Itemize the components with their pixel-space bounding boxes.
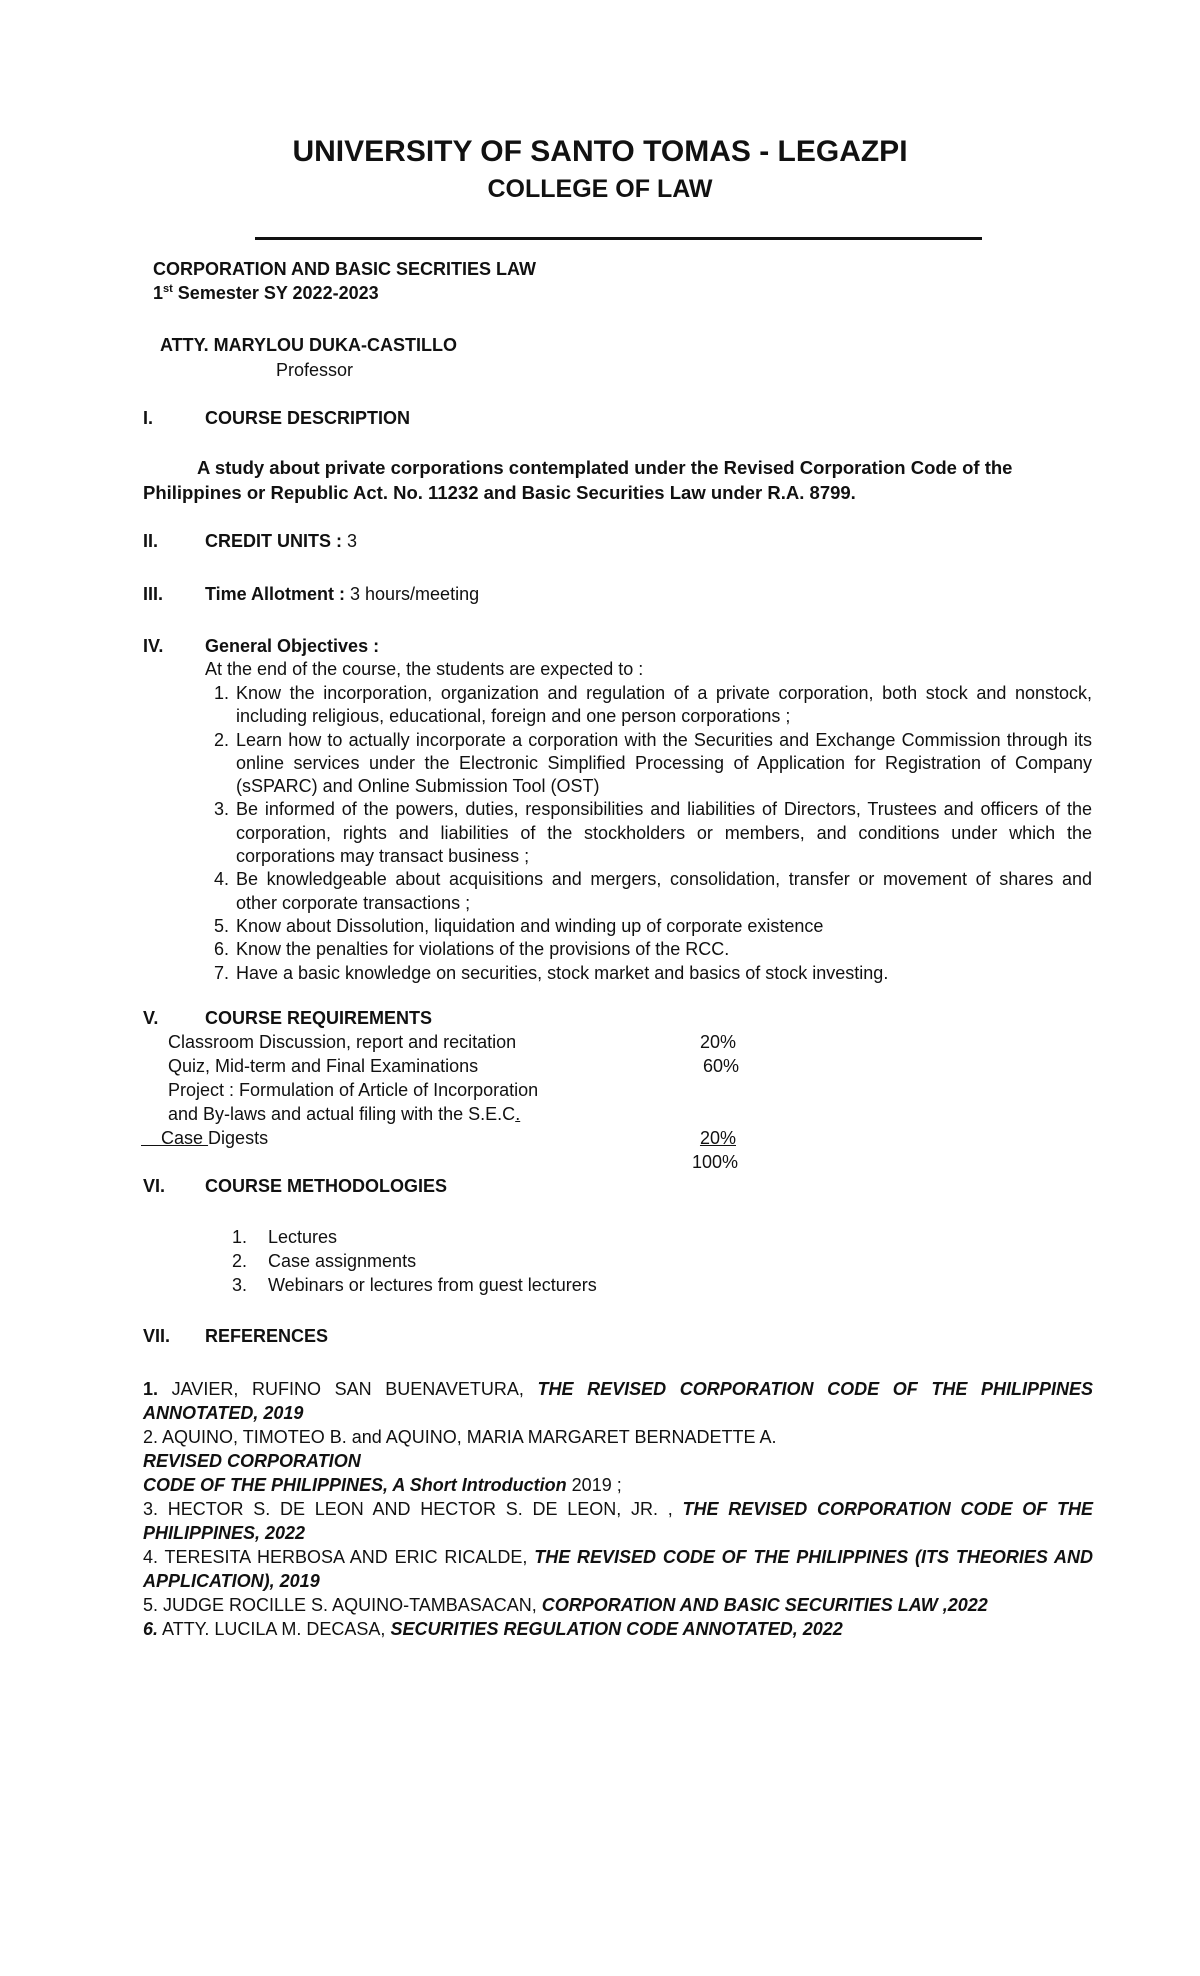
list-item: 4. Be knowledgeable about acquisitions and mergers, consolidation, transfer or movement of shares and other corporate transactions ; bbox=[214, 869, 1092, 913]
reference-item: 2. AQUINO, TIMOTEO B. and AQUINO, MARIA MARGARET BERNADETTE A. REVISED CORPORATION CODE OF THE PHILIPPINES, A Short Introduction 2019 ; bbox=[143, 1427, 777, 1495]
requirement-label: and By-laws and actual filing with the S.E.C. bbox=[168, 1104, 521, 1124]
requirements-total: 100% bbox=[691, 1152, 738, 1172]
reference-item: 1. JAVIER, RUFINO SAN BUENAVETURA, THE REVISED CORPORATION CODE OF THE PHILIPPINES ANNOTATED, 2019 bbox=[143, 1379, 1093, 1423]
section-number: I. bbox=[143, 408, 154, 428]
objectives-intro: At the end of the course, the students are expected to : bbox=[205, 659, 644, 679]
section-number: III. bbox=[143, 584, 164, 604]
requirement-label: Case Digests bbox=[161, 1128, 269, 1148]
professor-name: ATTY. MARYLOU DUKA-CASTILLO bbox=[160, 335, 457, 355]
list-item: 7. Have a basic knowledge on securities, stock market and basics of stock investing. bbox=[214, 962, 889, 983]
list-item: 3. Be informed of the powers, duties, responsibilities and liabilities of Directors, Trustees and officers of the corporation, rights and liabilities of the stockholders or members, and conditions under which the corporations may transact business ; bbox=[214, 799, 1092, 867]
reference-item: 5. JUDGE ROCILLE S. AQUINO-TAMBASACAN, CORPORATION AND BASIC SECURITIES LAW ,2022 bbox=[143, 1595, 988, 1615]
section-number: II. bbox=[143, 531, 159, 551]
section-title: COURSE DESCRIPTION bbox=[205, 408, 411, 428]
requirement-label: Quiz, Mid-term and Final Examinations bbox=[168, 1056, 479, 1076]
section-number: VII. bbox=[143, 1326, 171, 1346]
section-number: V. bbox=[143, 1008, 159, 1028]
list-item: 2. Case assignments bbox=[232, 1251, 417, 1271]
time-allotment: Time Allotment : 3 hours/meeting bbox=[205, 584, 480, 604]
requirement-value: 20% bbox=[699, 1128, 736, 1148]
list-item: 2. Learn how to actually incorporate a corporation with the Securities and Exchange Commission through its online services under the Electronic Simplified Processing of Application for Registration of Company (sSPARC) and Online Submission Tool (OST) bbox=[214, 729, 1092, 797]
requirement-label: Classroom Discussion, report and recitation bbox=[168, 1032, 517, 1052]
reference-item: 3. HECTOR S. DE LEON AND HECTOR S. DE LEON, JR. , THE REVISED CORPORATION CODE OF THE PHILIPPINES, 2022 bbox=[143, 1499, 1093, 1543]
section-number: IV. bbox=[143, 636, 164, 656]
semester: 1st Semester SY 2022-2023 bbox=[153, 283, 379, 303]
header-divider bbox=[255, 237, 982, 240]
course-description: A study about private corporations contemplated under the Revised Corporation Code of the Philippines or Republic Act. No. 11232 and Basic Securities Law under R.A. 8799. bbox=[143, 457, 1013, 503]
list-item: 1. Lectures bbox=[232, 1227, 338, 1247]
professor-role: Professor bbox=[276, 360, 354, 380]
list-item: 3. Webinars or lectures from guest lecturers bbox=[232, 1275, 597, 1295]
list-item: 5. Know about Dissolution, liquidation and winding up of corporate existence bbox=[214, 915, 824, 936]
requirement-value: 60% bbox=[702, 1056, 739, 1076]
list-item: 1. Know the incorporation, organization and regulation of a private corporation, both stock and nonstock, including religious, educational, foreign and one person corporations ; bbox=[214, 683, 1092, 727]
course-name: CORPORATION AND BASIC SECRITIES LAW bbox=[153, 259, 537, 279]
college-title: COLLEGE OF LAW bbox=[487, 175, 713, 203]
section-title: COURSE REQUIREMENTS bbox=[205, 1008, 433, 1028]
references-list bbox=[143, 1377, 1093, 1641]
section-number: VI. bbox=[143, 1176, 166, 1196]
reference-item: 6. ATTY. LUCILA M. DECASA, SECURITIES REGULATION CODE ANNOTATED, 2022 bbox=[143, 1619, 843, 1639]
objectives-list bbox=[202, 682, 1092, 985]
university-title: UNIVERSITY OF SANTO TOMAS - LEGAZPI bbox=[292, 135, 908, 168]
credit-units: CREDIT UNITS : 3 bbox=[205, 531, 358, 551]
requirement-value: 20% bbox=[699, 1032, 736, 1052]
section-title: General Objectives : bbox=[205, 636, 380, 656]
list-item: 6. Know the penalties for violations of the provisions of the RCC. bbox=[214, 939, 730, 960]
section-title: REFERENCES bbox=[205, 1326, 329, 1346]
requirement-label: Project : Formulation of Article of Incorporation bbox=[168, 1080, 539, 1100]
section-title: COURSE METHODOLOGIES bbox=[205, 1176, 448, 1196]
reference-item: 4. TERESITA HERBOSA AND ERIC RICALDE, THE REVISED CODE OF THE PHILIPPINES (ITS THEORIES AND APPLICATION), 2019 bbox=[143, 1547, 1093, 1591]
